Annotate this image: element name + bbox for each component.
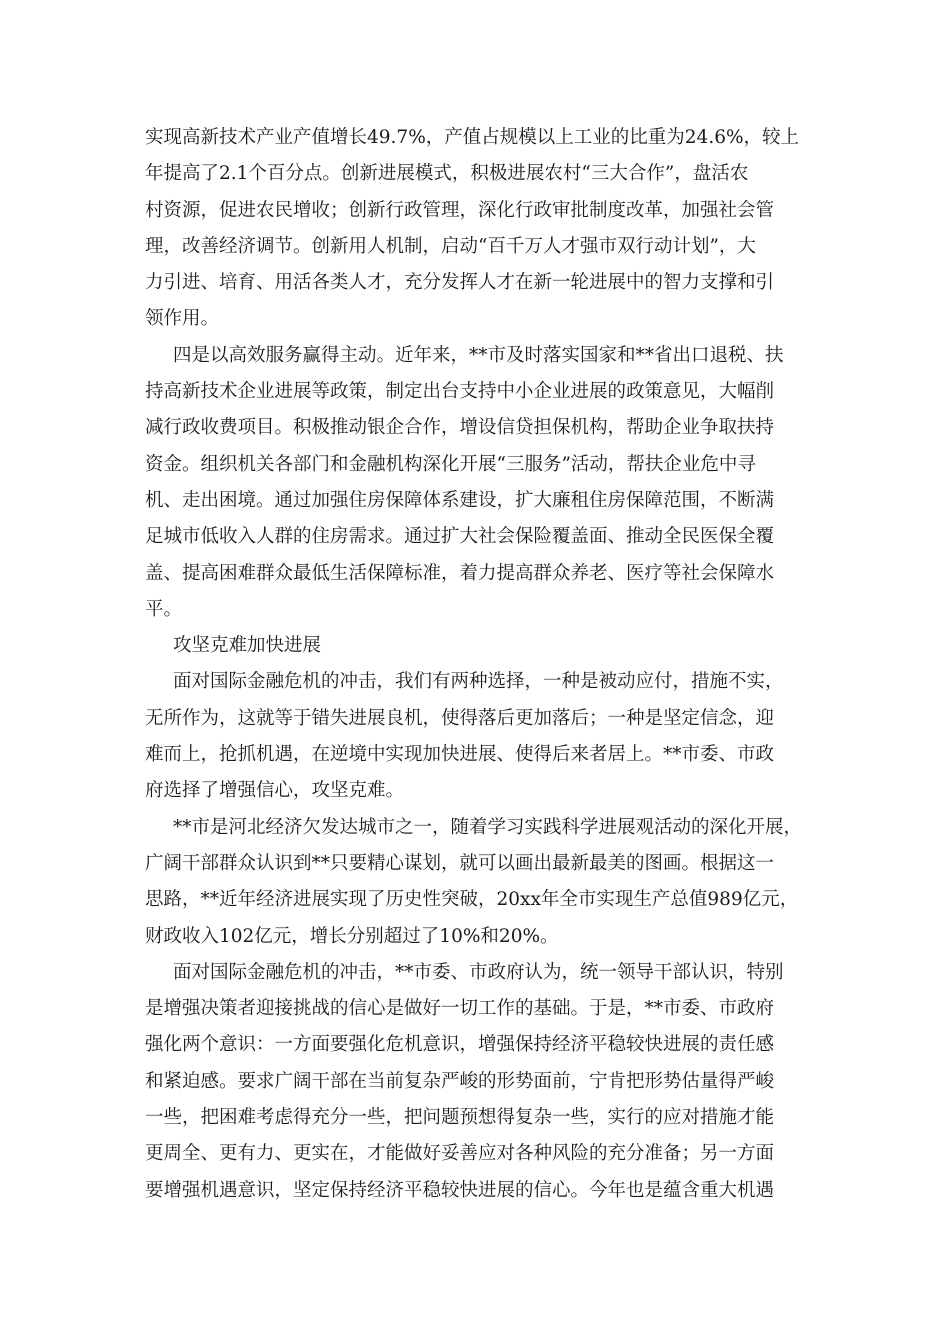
text-line: 财政收入102亿元，增长分别超过了10%和20%。	[145, 925, 559, 947]
text-line: 平。	[145, 598, 183, 620]
text-line: 盖、提高困难群众最低生活保障标准，着力提高群众养老、医疗等社会保障水	[145, 562, 775, 584]
document-body	[145, 120, 810, 1209]
text-line: 更周全、更有力、更实在，才能做好妥善应对各种风险的充分准备；另一方面	[145, 1143, 775, 1165]
text-line: 难而上，抢抓机遇，在逆境中实现加快进展、使得后来者居上。**市委、市政	[145, 744, 775, 766]
text-line: 资金。组织机关各部门和金融机构深化开展“三服务”活动，帮扶企业危中寻	[145, 453, 756, 475]
text-line: 面对国际金融危机的冲击，我们有两种选择，一种是被动应付，措施不实，	[173, 671, 784, 693]
text-line: 强化两个意识：一方面要强化危机意识，增强保持经济平稳较快进展的责任感	[145, 1034, 775, 1056]
text-line: 四是以高效服务赢得主动。近年来，**市及时落实国家和**省出口退税、扶	[173, 344, 784, 366]
text-line: 一些，把困难考虑得充分一些，把问题预想得复杂一些，实行的应对措施才能	[145, 1107, 775, 1129]
text-line: 领作用。	[145, 308, 220, 330]
text-line: 面对国际金融危机的冲击，**市委、市政府认为，统一领导干部认识，特别	[173, 961, 784, 983]
text-line: 要增强机遇意识，坚定保持经济平稳较快进展的信心。今年也是蕴含重大机遇	[145, 1179, 775, 1201]
text-line: 持高新技术企业进展等政策，制定出台支持中小企业进展的政策意见，大幅削	[145, 381, 775, 403]
text-line: **市是河北经济欠发达城市之一，随着学习实践科学进展观活动的深化开展，	[173, 816, 803, 838]
text-line: 机、走出困境。通过加强住房保障体系建设，扩大廉租住房保障范围，不断满	[145, 489, 775, 511]
text-line: 思路，**近年经济进展实现了历史性突破，20xx年全市实现生产总值989亿元，	[145, 889, 799, 911]
text-line: 广阔干部群众认识到**只要精心谋划，就可以画出最新最美的图画。根据这一	[145, 852, 775, 874]
text-line: 力引进、培育、用活各类人才，充分发挥人才在新一轮进展中的智力支撑和引	[145, 272, 775, 294]
text-line: 攻坚克难加快进展	[173, 635, 322, 657]
text-line: 减行政收费项目。积极推动银企合作，增设信贷担保机构，帮助企业争取扶持	[145, 417, 775, 439]
text-line: 府选择了增强信心，攻坚克难。	[145, 780, 405, 802]
text-line: 实现高新技术产业产值增长49.7%，产值占规模以上工业的比重为24.6%，较上	[145, 127, 800, 148]
text-line: 年提高了2.1个百分点。创新进展模式，积极进展农村“三大合作”，盘活农	[145, 163, 749, 185]
text-line: 和紧迫感。要求广阔干部在当前复杂严峻的形势面前，宁肯把形势估量得严峻	[145, 1070, 775, 1092]
text-line: 村资源，促进农民增收；创新行政管理，深化行政审批制度改革，加强社会管	[145, 199, 775, 221]
text-line: 是增强决策者迎接挑战的信心是做好一切工作的基础。于是，**市委、市政府	[145, 998, 775, 1020]
text-line: 足城市低收入人群的住房需求。通过扩大社会保险覆盖面、推动全民医保全覆	[145, 526, 775, 548]
text-line: 无所作为，这就等于错失进展良机，使得落后更加落后；一种是坚定信念，迎	[145, 707, 775, 729]
text-line: 理，改善经济调节。创新用人机制，启动“百千万人才强市双行动计划”，大	[145, 235, 756, 257]
